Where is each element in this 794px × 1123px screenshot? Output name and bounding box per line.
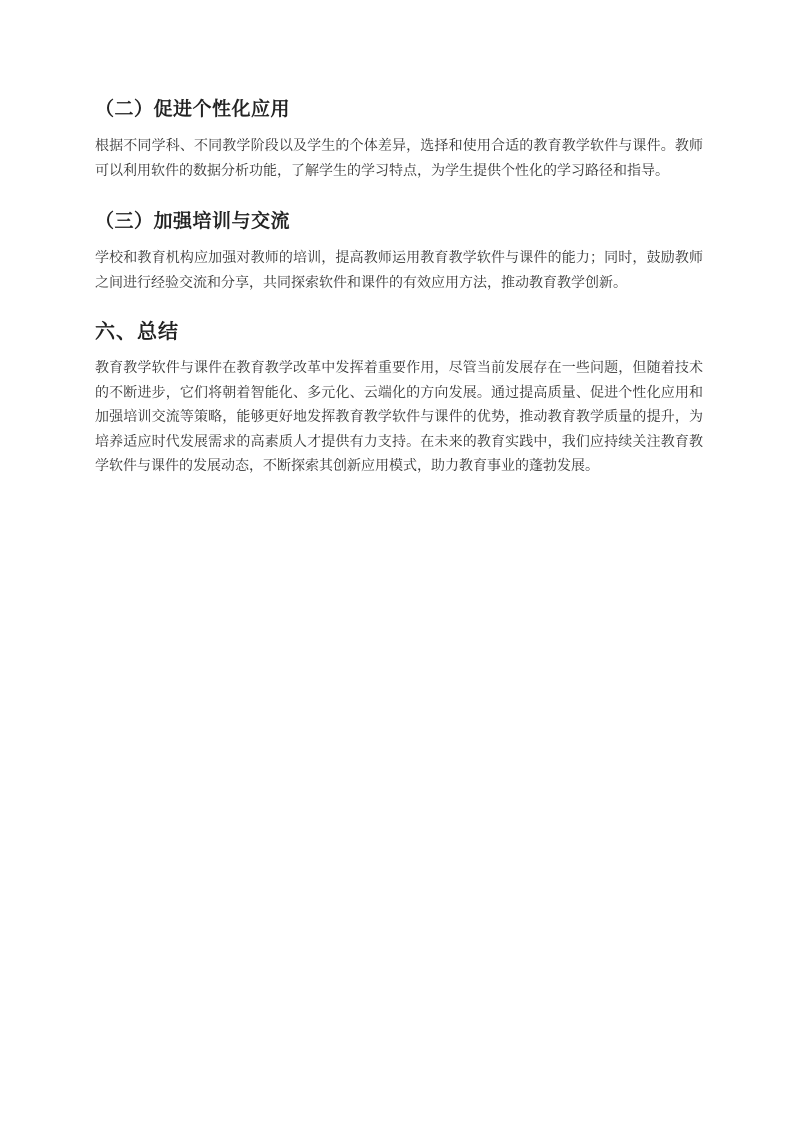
section-paragraph: 根据不同学科、不同教学阶段以及学生的个体差异，选择和使用合适的教育教学软件与课件。教师可以利用软件的数据分析功能，了解学生的学习特点，为学生提供个性化的学习路径和指导。 — [95, 138, 703, 179]
section-heading: （二）促进个性化应用 — [95, 98, 291, 120]
section-summary — [95, 316, 703, 479]
section-training-exchange — [95, 206, 703, 295]
section-heading: （三）加强培训与交流 — [95, 210, 291, 232]
section-heading: 六、总结 — [95, 319, 179, 343]
section-personalized-application — [95, 94, 703, 183]
section-paragraph: 学校和教育机构应加强对教师的培训，提高教师运用教育教学软件与课件的能力；同时，鼓励教师之间进行经验交流和分享，共同探索软件和课件的有效应用方法，推动教育教学创新。 — [95, 250, 703, 291]
document-body — [95, 94, 703, 479]
section-paragraph: 教育教学软件与课件在教育教学改革中发挥着重要作用，尽管当前发展存在一些问题，但随着技术的不断进步，它们将朝着智能化、多元化、云端化的方向发展。通过提高质量、促进个性化应用和加强培训交流等策略，能够更好地发挥教育教学软件与课件的优势，推动教育教学质量的提升，为培养适应时代发展需求的高素质人才提供有力支持。在未来的教育实践中，我们应持续关注教育教学软件与课件的发展动态，不断探索其创新应用模式，助力教育事业的蓬勃发展。 — [95, 360, 703, 474]
